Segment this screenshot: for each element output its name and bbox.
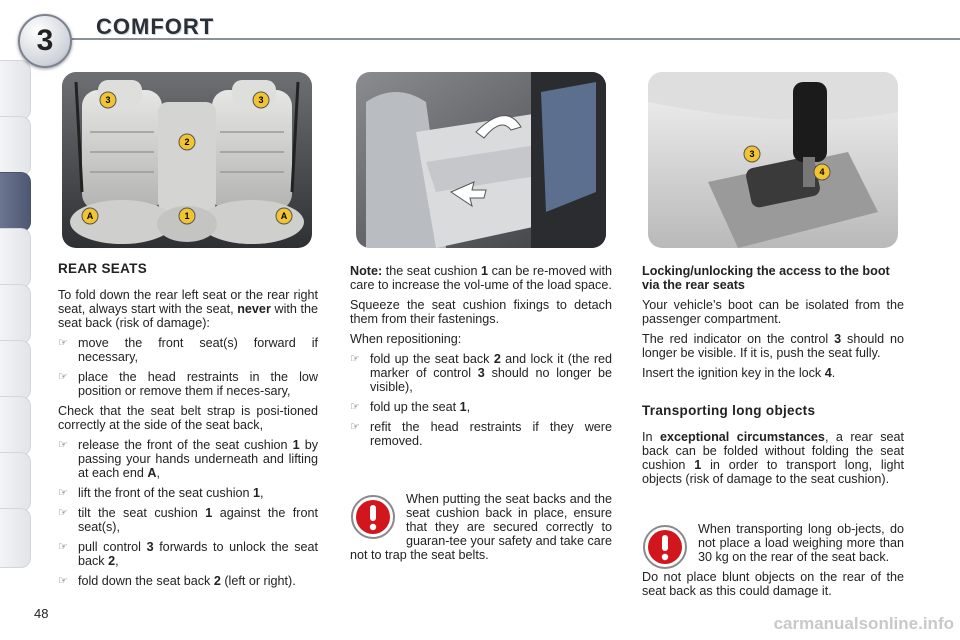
chapter-tab-active[interactable] bbox=[0, 172, 31, 232]
chapter-tab[interactable] bbox=[0, 116, 31, 176]
seat-cushion-photo bbox=[356, 72, 606, 248]
chapter-tabs bbox=[0, 60, 34, 580]
warning-box bbox=[642, 522, 904, 598]
list-item: ☞ pull control 3 forwards to unlock the seat back 2, bbox=[58, 540, 319, 568]
photo-label: 1 bbox=[184, 211, 190, 221]
warning-text: When transporting long ob-jects, do not place a load weighing more than 30 kg on the rear of the seat back. bbox=[698, 522, 904, 564]
chapter-number-badge: 3 bbox=[18, 14, 72, 68]
warning-text: When putting the seat backs and the seat cushion back in place, ensure that they are secured correctly to guaran-tee your safety and take care not to trap the seat belts. bbox=[350, 492, 612, 562]
chapter-title: COMFORT bbox=[96, 14, 215, 39]
subheading: Locking/unlocking the access to the boot via the rear seats bbox=[642, 264, 890, 292]
paragraph: Insert the ignition key in the lock 4. bbox=[642, 366, 836, 380]
paragraph: The red indicator on the control 3 should no longer be visible. If it is, push the seat fully. bbox=[642, 332, 905, 360]
list-item: ☞ refit the head restraints if they were removed. bbox=[350, 420, 612, 448]
list-item: ☞ lift the front of the seat cushion 1, bbox=[58, 486, 264, 500]
photo-label: 2 bbox=[184, 137, 190, 147]
section-heading: REAR SEATS bbox=[58, 261, 148, 276]
paragraph: In exceptional circumstances, a rear seat back can be folded without folding the seat cushion 1 in order to transport long, light objects (risk of damage to the seat cushion). bbox=[642, 430, 905, 486]
warning-icon bbox=[350, 494, 396, 540]
list-item: ☞ place the head restraints in the low position or remove them if neces-sary, bbox=[58, 370, 318, 398]
photo-label: 3 bbox=[258, 95, 264, 105]
photo-label: 3 bbox=[105, 95, 111, 105]
chapter-tab[interactable] bbox=[0, 452, 31, 512]
seat-cushion-section bbox=[350, 264, 612, 454]
chapter-tab[interactable] bbox=[0, 396, 31, 456]
paragraph: Do not place blunt objects on the rear of the seat back as this could damage it. bbox=[642, 570, 904, 598]
list-item: ☞ move the front seat(s) forward if necessary, bbox=[58, 336, 318, 364]
photo-label: 4 bbox=[819, 167, 825, 177]
chapter-tab[interactable] bbox=[0, 284, 31, 344]
warning-icon bbox=[642, 524, 688, 570]
chapter-tab[interactable] bbox=[0, 340, 31, 400]
list-item: ☞ fold up the seat back 2 and lock it (the red marker of control 3 should no longer be visible), bbox=[350, 352, 613, 394]
list-item: ☞ release the front of the seat cushion 1 by passing your hands underneath and lifting at each end A, bbox=[58, 438, 319, 480]
chapter-tab[interactable] bbox=[0, 60, 31, 120]
warning-box bbox=[350, 492, 612, 562]
paragraph: To fold down the rear left seat or the rear right seat, always start with the seat, never with the seat back (risk of damage): bbox=[58, 288, 318, 330]
paragraph: Your vehicle’s boot can be isolated from the passenger compartment. bbox=[642, 298, 904, 326]
photo-label: 3 bbox=[749, 149, 755, 159]
list-item: ☞ tilt the seat cushion 1 against the front seat(s), bbox=[58, 506, 319, 534]
list-item: ☞ fold down the seat back 2 (left or right). bbox=[58, 574, 296, 588]
section-heading: Transporting long objects bbox=[642, 403, 816, 418]
rear-seats-photo bbox=[62, 72, 312, 248]
boot-access-section bbox=[642, 264, 904, 492]
chapter-tab[interactable] bbox=[0, 228, 31, 288]
paragraph: Note: the seat cushion 1 can be re-moved with care to increase the vol-ume of the load space. bbox=[350, 264, 613, 292]
photo-label: A bbox=[86, 211, 94, 221]
photo-label: A bbox=[280, 211, 288, 221]
chapter-tab[interactable] bbox=[0, 508, 31, 568]
paragraph: Check that the seat belt strap is posi-tioned correctly at the side of the seat back, bbox=[58, 404, 318, 432]
paragraph: When repositioning: bbox=[350, 332, 462, 346]
boot-lock-photo bbox=[648, 72, 898, 248]
page-header bbox=[0, 0, 960, 57]
paragraph: Squeeze the seat cushion fixings to detach them from their fastenings. bbox=[350, 298, 612, 326]
list-item: ☞ fold up the seat 1, bbox=[350, 400, 471, 414]
rear-seats-section bbox=[58, 262, 318, 594]
page-number: 48 bbox=[34, 606, 49, 621]
watermark: carmanualsonline.info bbox=[773, 614, 954, 633]
